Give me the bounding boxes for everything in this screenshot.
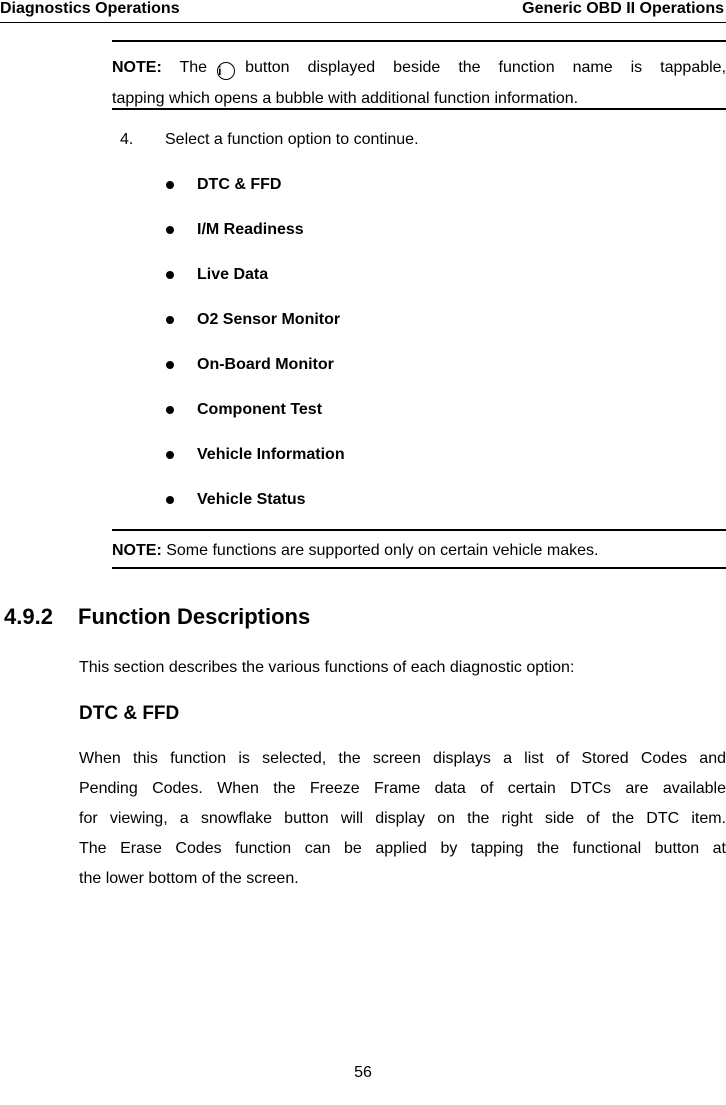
note-text-after-icon: button displayed beside the function name is tappable, [245, 59, 726, 76]
step-text: Select a function option to continue. [165, 131, 419, 148]
bullet-icon [166, 181, 174, 189]
note-line-2: tapping which opens a bubble with additional function information. [112, 90, 579, 107]
bullet-icon [166, 496, 174, 504]
section-heading [4, 603, 310, 631]
section-title: Function Descriptions [78, 604, 311, 629]
note-text-before-icon: The [179, 59, 208, 76]
section-number: 4.9.2 [4, 604, 53, 629]
header-right-title: Generic OBD II Operations [522, 0, 724, 17]
page-header [0, 0, 726, 23]
paragraph-line: for viewing, a snowflake button will display on the right side of the DTC item. [79, 810, 726, 827]
paragraph-line: The Erase Codes function can be applied by tapping the functional button at [79, 840, 726, 857]
note-label: NOTE: [112, 542, 162, 559]
bullet-icon [166, 316, 174, 324]
function-option-label: Vehicle Information [197, 446, 345, 463]
info-icon: i [217, 62, 235, 80]
bullet-icon [166, 451, 174, 459]
header-left-title: Diagnostics Operations [0, 0, 180, 17]
note-supported-makes [112, 529, 726, 569]
function-option-label: O2 Sensor Monitor [197, 311, 341, 328]
function-option-label: On-Board Monitor [197, 356, 334, 373]
function-option-label: Component Test [197, 401, 323, 418]
dtc-ffd-description [79, 744, 726, 894]
function-option-label: Live Data [197, 266, 269, 283]
function-option-label: DTC & FFD [197, 176, 282, 193]
note-text: Some functions are supported only on certain vehicle makes. [166, 542, 599, 559]
section-intro: This section describes the various functions of each diagnostic option: [79, 659, 575, 676]
note-line-1 [112, 52, 726, 83]
bullet-icon [166, 406, 174, 414]
function-option-label: Vehicle Status [197, 491, 306, 508]
function-option-label: I/M Readiness [197, 221, 304, 238]
paragraph-line: Pending Codes. When the Freeze Frame data of certain DTCs are available [79, 780, 726, 797]
note-info-button [112, 40, 726, 110]
dtc-ffd-heading: DTC & FFD [79, 703, 180, 724]
paragraph-line: the lower bottom of the screen. [79, 870, 299, 887]
paragraph-line: When this function is selected, the screen displays a list of Stored Codes and [79, 750, 726, 767]
page-number: 56 [354, 1064, 372, 1081]
note-label: NOTE: [112, 59, 162, 76]
bullet-icon [166, 271, 174, 279]
bullet-icon [166, 361, 174, 369]
step-number: 4. [120, 131, 134, 148]
bullet-icon [166, 226, 174, 234]
